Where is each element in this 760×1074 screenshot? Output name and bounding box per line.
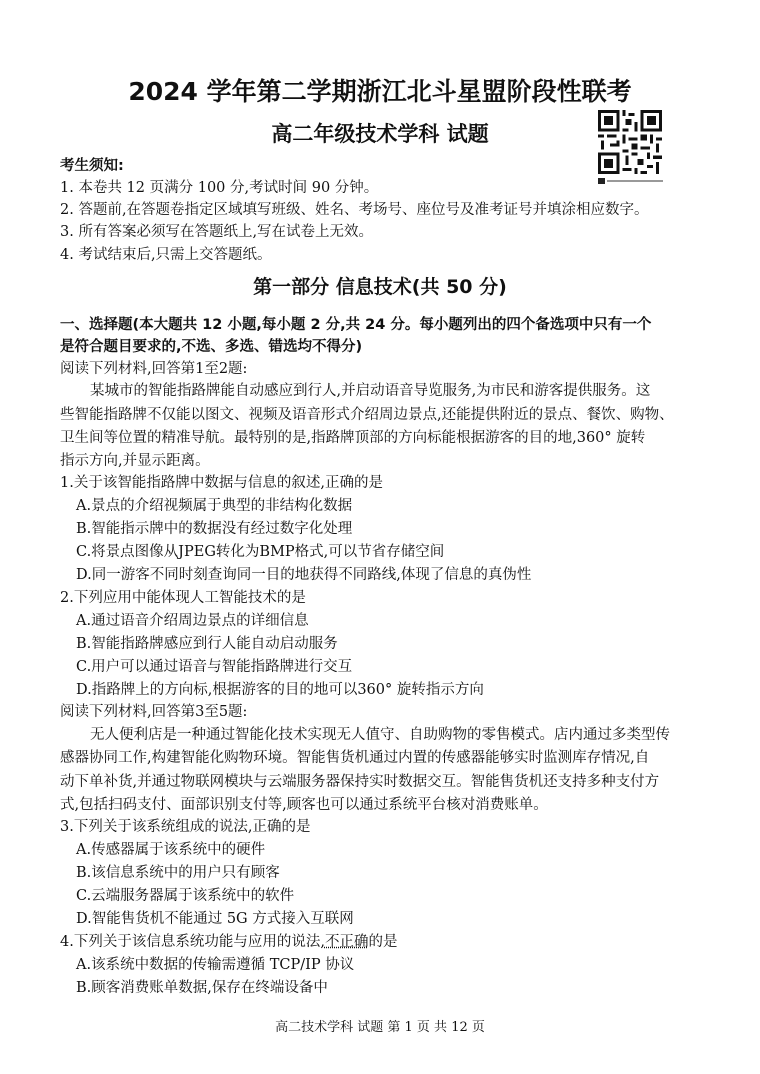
section-heading-line: 一、选择题(本大题共 12 小题,每小题 2 分,共 24 分。每小题列出的四个备选项中只有一个 — [60, 317, 652, 333]
stem-emphasis: 不正确 — [324, 934, 369, 950]
notice-heading: 考生须知: — [60, 158, 124, 174]
question-option: D.智能售货机不能通过 5G 方式接入互联网 — [76, 911, 354, 927]
question-stem: 2.下列应用中能体现人工智能技术的是 — [60, 590, 306, 606]
material-lead: 阅读下列材料,回答第1至2题: — [60, 361, 248, 377]
question-option: B.顾客消费账单数据,保存在终端设备中 — [76, 980, 328, 996]
question-option: A.景点的介绍视频属于典型的非结构化数据 — [76, 498, 353, 514]
exam-subtitle: 高二年级技术学科 试题 — [271, 122, 489, 146]
question-stem: 3.下列关于该系统组成的说法,正确的是 — [60, 819, 311, 835]
page-footer: 高二技术学科 试题 第 1 页 共 12 页 — [275, 1020, 485, 1035]
material-line: 感器协同工作,构建智能化购物环境。智能售货机通过内置的传感器能够实时监测库存情况,自 — [60, 750, 650, 766]
qr-code-icon — [598, 110, 662, 174]
material-lead: 阅读下列材料,回答第3至5题: — [60, 704, 248, 720]
material-line: 动下单补货,并通过物联网模块与云端服务器保持实时数据交互。智能售货机还支持多种支付方 — [60, 774, 660, 790]
question-option: A.通过语音介绍周边景点的详细信息 — [76, 613, 309, 629]
material-line: 无人便利店是一种通过智能化技术实现无人值守、自助购物的零售模式。店内通过多类型传 — [90, 727, 670, 743]
question-option: D.指路牌上的方向标,根据游客的目的地可以360° 旋转指示方向 — [76, 682, 484, 698]
question-stem — [60, 932, 397, 952]
question-option: A.传感器属于该系统中的硬件 — [76, 842, 266, 858]
material-line: 式,包括扫码支付、面部识别支付等,顾客也可以通过系统平台核对消费账单。 — [60, 797, 548, 813]
question-option: C.将景点图像从JPEG转化为BMP格式,可以节省存储空间 — [76, 544, 445, 560]
notice-item: 2. 答题前,在答题卷指定区域填写班级、姓名、考场号、座位号及准考证号并填涂相应数字。 — [60, 202, 649, 218]
material-line: 些智能指路牌不仅能以图文、视频及语音形式介绍周边景点,还能提供附近的景点、餐饮、购物、 — [60, 407, 674, 423]
section-heading-line: 是符合题目要求的,不选、多选、错选均不得分) — [60, 339, 363, 355]
notice-item: 1. 本卷共 12 页满分 100 分,考试时间 90 分钟。 — [60, 180, 379, 196]
notice-item: 3. 所有答案必须写在答题纸上,写在试卷上无效。 — [60, 224, 374, 240]
material-line: 指示方向,并显示距离。 — [60, 453, 210, 469]
question-option: D.同一游客不同时刻查询同一目的地获得不同路线,体现了信息的真伪性 — [76, 567, 532, 583]
part-title: 第一部分 信息技术(共 50 分) — [253, 276, 507, 298]
material-line: 卫生间等位置的精准导航。最特别的是,指路牌顶部的方向标能根据游客的目的地,360° 旋转 — [60, 430, 646, 446]
notice-item: 4. 考试结束后,只需上交答题纸。 — [60, 247, 272, 263]
stem-text: 的是 — [368, 934, 398, 950]
stem-text: 4.下列关于该信息系统功能与应用的说法, — [60, 934, 325, 950]
question-option: C.云端服务器属于该系统中的软件 — [76, 888, 295, 904]
question-option: C.用户可以通过语音与智能指路牌进行交互 — [76, 659, 353, 675]
question-option: B.该信息系统中的用户只有顾客 — [76, 865, 280, 881]
question-option: B.智能指路牌感应到行人能自动启动服务 — [76, 636, 338, 652]
question-option: A.该系统中数据的传输需遵循 TCP/IP 协议 — [76, 957, 355, 973]
question-stem: 1.关于该智能指路牌中数据与信息的叙述,正确的是 — [60, 475, 383, 491]
material-line: 某城市的智能指路牌能自动感应到行人,并启动语音导览服务,为市民和游客提供服务。这 — [90, 383, 651, 399]
qr-caption-icon — [598, 177, 666, 185]
exam-title: 2024 学年第二学期浙江北斗星盟阶段性联考 — [128, 77, 632, 106]
question-option: B.智能指示牌中的数据没有经过数字化处理 — [76, 521, 353, 537]
